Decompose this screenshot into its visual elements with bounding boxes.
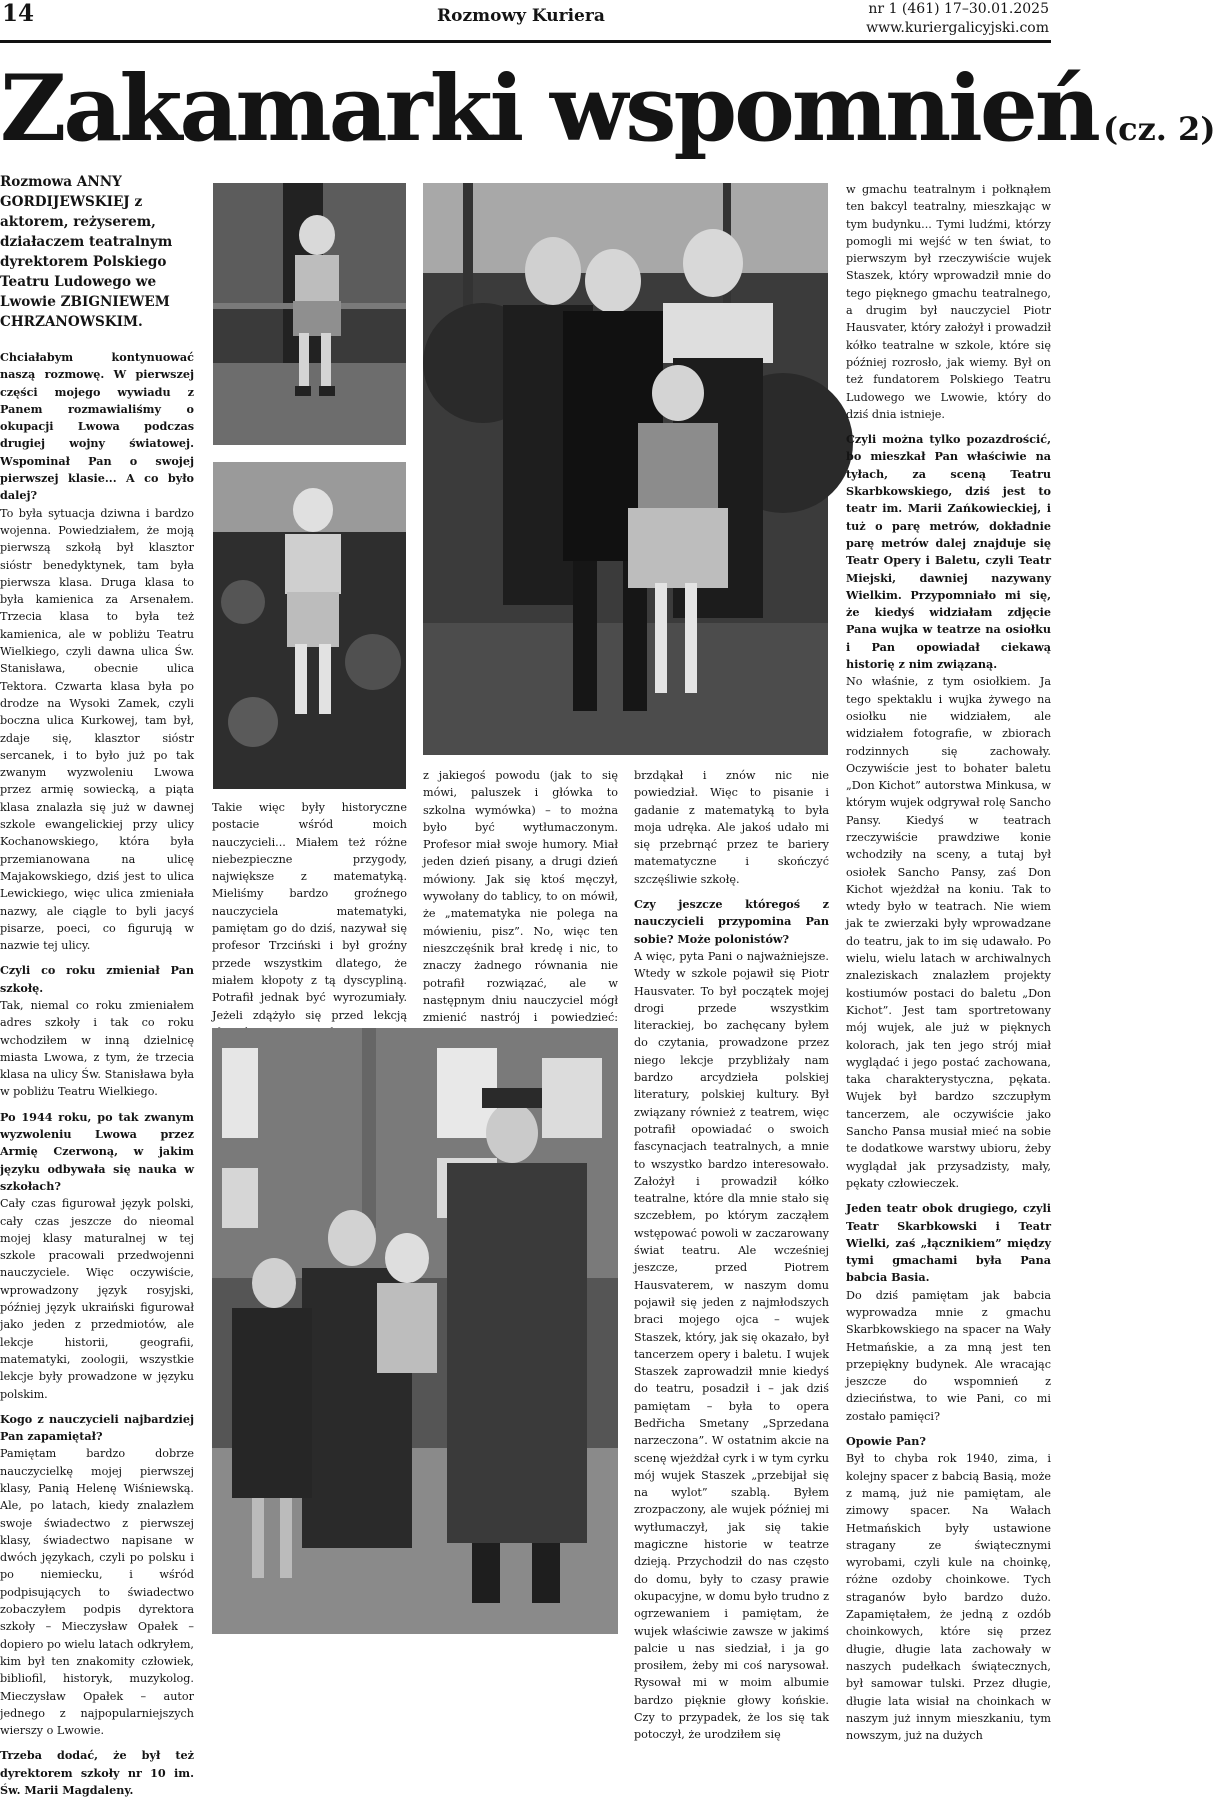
answer: No właśnie, z tym osiołkiem. Ja tego spektaklu i wujka żywego na osiołku nie widziałem, ale widziałem fotografie, w zbiorach rodzinnych się zachowały. Oczywiście jest to bohater baletu „Don Kichot” autorstwa Minkusa, w którym wujek odgrywał rolę Sancho Pansy. Kiedyś w teatrach rzeczywiście prawdziwe konie wchodziły na sceny, a tutaj był osiołek Sancho Pansy, zaś Don Kichot wjeżdżał na koniu. Tak to wtedy było w teatrach. Nie wiem jak te zwierzaki były wprowadzane do teatru, jak to im się udawało. Po wielu, wielu latach w archiwalnych znaleziskach znalazłem projekty kostiumów postaci do baletu „Don Kichot”. Jest tam sportretowany mój wujek, ale już w pięknych kolorach, jak ten jego strój miał wyglądać i jego postać zachowana, taka charakterystyczna, pękata. Wujek był bardzo szczupłym tancerzem, ale oczywiście jako Sancho Pansa musiał mieć na sobie te dodatkowe warstwy ubioru, żeby wyglądał jak przysadzisty, mały, pękaty człowieczek. [846,675,1051,1190]
header-rule [0,40,1051,43]
question: Trzeba dodać, że był też dyrektorem szkoły nr 10 im. Św. Marii Magdaleny. [0,1748,194,1798]
page-number: 14 [2,0,35,27]
column-1 [0,172,194,1798]
photo-toddler-garden [213,462,406,789]
headline-part: (cz. 2) [1102,110,1215,148]
article-text: z jakiegoś powodu (jak to się mówi, paluszek i główka to szkolna wymówka) – to można było być wytłumaczonym. Profesor miał swoje humory. Miał jeden dzień pisany, a drugi dzień mówiony. Jak się ktoś męczył, wywołany do tablicy, to on mówił, że „matematyka nie polega na mówieniu, pisz”. No, więc ten nieszczęśnik brał kredę i nic, to znaczy żadnego równania nie potrafił rozwiązać, ale w następnym dniu nauczyciel mógł zmienić nastrój i powiedzieć: [423,769,618,1025]
question: Kogo z nauczycieli najbardziej Pan zapamiętał? [0,1411,194,1444]
answer: Cały czas figurował język polski, cały czas jeszcze do nieomal mojej klasy maturalnej w tej szkole pracowali przedwojenni nauczyciele. Więc oczywiście, wprowadzony język rosyjski, później język ukraiński figurował jako jeden z przedmiotów, ale lekcje historii, geografii, matematyki, zoologii, wszystkie lekcje były prowadzone w języku polskim. [0,1197,194,1401]
answer: Do dziś pamiętam jak babcia wyprowadza mnie z gmachu Skarbkowskiego na spacer na Wały Hetmańskie, a za mną jest ten przepiękny budynek. Ale wracając jeszcze do wspomnień z dzieciństwa, to wie Pani, co mi zostało pamięci? [846,1288,1051,1423]
issue-number: nr 1 (461) 17–30.01.2025 [868,1,1049,17]
article-headline [0,56,1215,162]
column-2 [212,799,407,1022]
question: Jeden teatr obok drugiego, czyli Teatr Skarbkowski i Teatr Wielki, zaś „łącznikiem” między tymi gmachami była Pana babcia Basia. [846,1201,1051,1285]
answer: A więc, pyta Pani o najważniejsze. Wtedy w szkole pojawił się Piotr Hausvater. To był początek mojej drogi przede wszystkim literackiej, bo zachęcany byłem do czytania, prowadzone przez niego lekcje przybliżały nam bardzo arcydzieła polskiej literatury, polskiej kultury. Był związany również z teatrem, więc potrafił opowiadać o swoich fascynacjach teatralnych, a mnie to wszystko bardzo interesowało. Założył i prowadził kółko teatralne, które dla mnie stało się szczebłem, po którym zacząłem wstępować powoli w zaczarowany świat teatru. Ale wcześniej jeszcze, przed Piotrem Hausvaterem, w naszym domu pojawił się jeden z najmłodszych braci mojego ojca – wujek Staszek, który, jak się okazało, był tancerzem opery i baletu. I wujek Staszek zaprowadził mnie kiedyś do teatru, posadził i – jak dziś pamiętam – była to opera Bedřicha Smetany „Sprzedana narzeczona”. W ostatnim akcie na scenę wjeżdżał cyrk i w tym cyrku mój wujek Staszek „przebijał się na wylot” szablą. Byłem zrozpaczony, ale wujek później mi wytłumaczył, jak się takie magiczne historie w teatrze dzieją. Przychodził do nas często do domu, były to czasy prawie okupacyjne, w domu było trudno z ogrzewaniem i pamiętam, że wujek właściwie zawsze w jakimś palcie u nas siedział, i ja go prosiłem, żeby mi coś narysował. Rysował mi w moim albumie bardzo pięknie głowy końskie. Czy to przypadek, że los się tak potoczył, że urodziłem się [634,949,829,1742]
article-intro: Rozmowa ANNY GORDIJEWSKIEJ z aktorem, reżyserem, działaczem teatralnym dyrektorem Polskiego Teatru Ludowego we Lwowie ZBIGNIEWEM CHRZANOWSKIM. [0,174,173,330]
answer: w gmachu teatralnym i połknąłem ten bakcyl teatralny, mieszkając w tym budynku... Tymi ludźmi, którzy pomogli mi wejść w ten świat, to pierwszym był rzeczywiście wujek Staszek, który wprowadził mnie do tego pięknego gmachu teatralnego, a drugim był nauczyciel Piotr Hausvater, który założył i prowadził kółko teatralne w szkole, które się później rozrosło, jak wiemy. Był on też fundatorem Polskiego Teatru Ludowego we Lwowie, który do dziś dnia istnieje. [846,183,1051,421]
photo-family-street [212,1028,618,1634]
page-header [0,0,1051,44]
question: Po 1944 roku, po tak zwanym wyzwoleniu Lwowa przez Armię Czerwoną, w jakim języku odbywała się nauka w szkołach? [0,1109,194,1193]
column-5 [846,181,1051,1743]
question: Czy jeszcze któregoś z nauczycieli przypomina Pan sobie? Może polonistów? [634,897,829,946]
question: Czyli co roku zmieniał Pan szkołę. [0,963,194,995]
article-text: Takie więc były historyczne postacie wśród moich nauczycieli... Miałem też różne niebezpieczne przygody, największe z matematyką. Mieliśmy bardzo groźnego nauczyciela matematyki, pamiętam go do dziś, nazywał się profesor Trzciński i był groźny przede wszystkim dlatego, że miałem kłopoty z tą dyscypliną. Potrafił jednak być wyrozumiały. Jeżeli zdążyło się przed lekcją [212,801,407,1022]
column-4 [634,767,829,1742]
answer: Tak, niemal co roku zmieniałem adres szkoły i tak co roku wchodziłem w inną dzielnicę miasta Lwowa, z tym, że trzecia klasa na ulicy Św. Stanisława była w pobliżu Teatru Wielkiego. [0,998,194,1099]
question: Chciałabym kontynuować naszą rozmowę. W pierwszej części mojego wywiadu z Panem rozmawialiśmy o okupacji Lwowa podczas drugiej wojny światowej. Wspominał Pan o swojej pierwszej klasie... A co było dalej? [0,350,194,503]
question: Opowie Pan? [846,1434,926,1449]
website-link[interactable]: www.kuriergalicyjski.com [866,20,1049,36]
answer: Był to chyba rok 1940, zima, i kolejny spacer z babcią Basią, może z mamą, już nie pamiętam, ale zimowy spacer. Na Wałach Hetmańskich były ustawione stragany ze świątecznymi wyrobami, czyli kule na choinkę, różne ozdoby choinkowe. Tych straganów było bardzo dużo. Zapamiętałem, że jedną z ozdób choinkowych, które się przez długie, długie lata zachowały w naszych pudełkach świątecznych, był samowar tulski. Przez długie, długie lata wisiał na choinkach w naszym już innym mieszkaniu, tym nowszym, już na dużych [846,1452,1051,1743]
issue-info [866,0,1049,38]
column-3 [423,767,618,1025]
answer: Pamiętam bardzo dobrze nauczycielkę mojej pierwszej klasy, Panią Helenę Wiśniewską. Ale, po latach, kiedy znalazłem swoje świadectwo z pierwszej klasy, świadectwo napisane w dwóch językach, czyli po polsku i po niemiecku, i wśród podpisujących to świadectwo zobaczyłem podpis dyrektora szkoły – Mieczysław Opałek – dopiero po wielu latach odkryłem, kim był ten znakomity człowiek, bibliofil, historyk, muzykolog. Mieczysław Opałek – autor jednego z najpopularniejszych wierszy o Lwowie. [0,1447,194,1738]
answer: To była sytuacja dziwna i bardzo wojenna. Powiedziałem, że moją pierwszą szkołą był klasztor sióstr benedyktynek, tam była pierwsza klasa. Druga klasa to była kamienica za Arsenałem. Trzecia klasa to była też kamienica, ale w pobliżu Teatru Wielkiego, czyli dawna ulica Św. Stanisława, obecnie ulica Tektora. Czwarta klasa była po drodze na Wysoki Zamek, czyli boczna ulica Kurkowej, tam był, zdaje się, klasztor sióstr sercanek, i to było już po tak zwanym wyzwoleniu Lwowa przez armię sowiecką, a piąta klasa znalazła się już w dawnej szkole ewangelickiej przy ulicy Kochanowskiego, która była przemianowana na ulicę Majakowskiego, dziś jest to ulica Lewickiego, więc ulica zmieniała nazwy, ale ciągle to byli jacyś pisarze, poeci, co figurują w nazwie tej ulicy. [0,506,194,953]
photo-toddler-fence [213,183,406,445]
answer: brzdąkał i znów nic nie powiedział. Więc to pisanie i gadanie z matematyką to była moja udręka. Ale jakoś udało mi się przebrnąć przez te bariery matematyczne i skończyć szczęśliwie szkołę. [634,769,829,886]
section-name: Rozmowy Kuriera [437,6,605,26]
headline-main: Zakamarki wspomnień [0,56,1098,162]
question: Czyli można tylko pozazdrościć, bo mieszkał Pan właściwie na tyłach, za sceną Teatru Skarbkowskiego, dziś jest to teatr im. Marii Zańkowieckiej, i tuż o parę metrów, dokładnie parę metrów dalej znajduje się Teatr Opery i Baletu, czyli Teatr Miejski, dawniej nazywany Wielkim. Przypomniało mi się, że kiedyś widziałam zdjęcie Pana wujka w teatrze na osiołku i Pan opowiadał ciekawą historię z nim związaną. [846,432,1051,672]
photo-four-children [423,183,828,755]
